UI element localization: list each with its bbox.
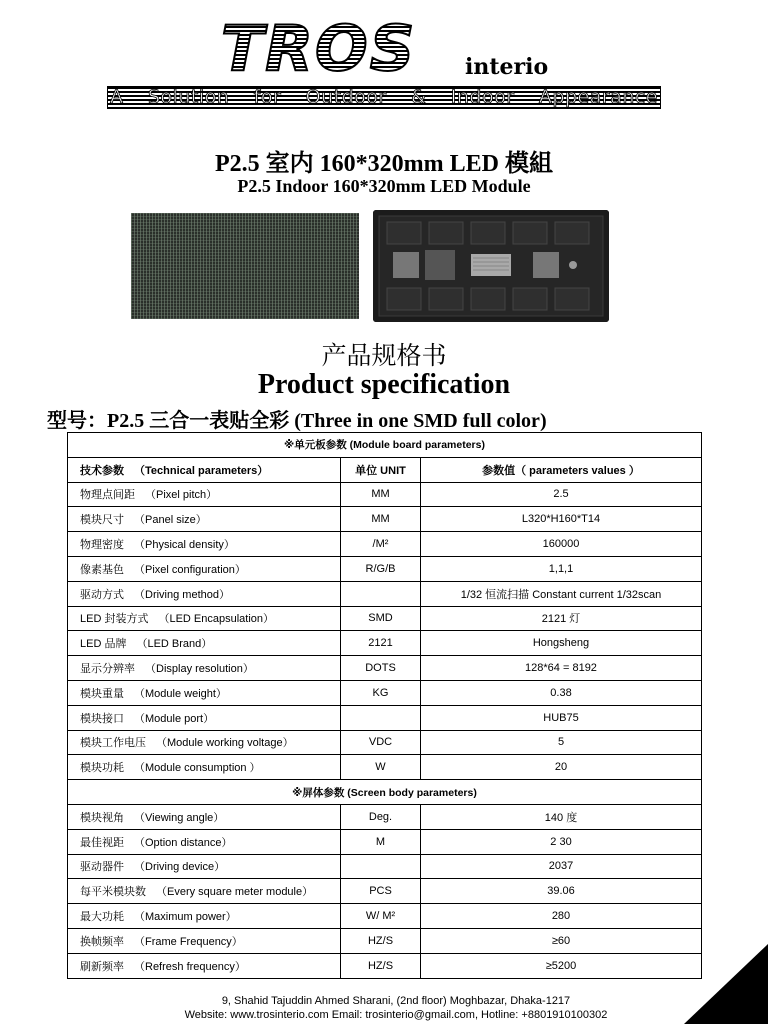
table-row [68,829,702,854]
table-row [68,482,702,507]
parameter-cn: LED 封装方式 [80,613,149,626]
parameter-cn: LED 品牌 [80,638,127,651]
product-title-cn: P2.5 室内 160*320mm LED 模組 [215,151,553,177]
logo-interio-text: interio [465,54,549,80]
spec-heading-en: Product specification [257,369,511,400]
parameter-cell [68,705,341,730]
parameter-cn: 刷新频率 [80,960,124,973]
parameter-en: （Pixel pitch） [145,489,218,502]
parameter-en: （Panel size） [134,514,207,527]
parameter-cell [68,680,341,705]
table-section-row [68,780,702,805]
parameter-cn: 最大功耗 [80,911,124,924]
tagline-banner [107,86,661,109]
parameter-cell [68,804,341,829]
value-cell: 160000 [421,532,702,557]
parameter-cell [68,631,341,656]
parameter-cn: 模块视角 [80,811,124,824]
parameter-cell [68,556,341,581]
table-row [68,705,702,730]
value-cell: 280 [421,904,702,929]
unit-cell [341,581,421,606]
parameter-cn: 模块接口 [80,712,124,725]
section-title: ※屏体参数 (Screen body parameters) [68,780,702,805]
parameter-cn: 物理密度 [80,539,124,552]
parameter-en: （Module consumption ） [134,762,261,775]
table-row [68,532,702,557]
logo-tros-text: TROS [221,14,417,85]
parameter-cn: 显示分辨率 [80,663,135,676]
table-section-row [68,433,702,458]
table-row [68,631,702,656]
spec-table [67,432,702,979]
parameter-cn: 每平米模块数 [80,886,146,899]
parameter-en: （Driving device） [134,861,226,874]
table-row [68,879,702,904]
parameter-en: （LED Encapsulation） [158,613,275,626]
value-cell: 2037 [421,854,702,879]
parameter-cell [68,606,341,631]
unit-cell: VDC [341,730,421,755]
unit-cell: HZ/S [341,953,421,978]
parameter-cn: 模块工作电压 [80,737,146,750]
value-cell: 5 [421,730,702,755]
parameter-en: （Driving method） [134,588,230,601]
parameter-en: （Physical density） [134,539,235,552]
unit-cell [341,705,421,730]
unit-cell: SMD [341,606,421,631]
unit-cell [341,854,421,879]
parameter-en: （Module weight） [134,687,227,700]
parameter-cell [68,730,341,755]
unit-cell: W [341,755,421,780]
value-cell: 2121 灯 [421,606,702,631]
table-row [68,507,702,532]
parameter-cell [68,904,341,929]
value-cell: 128*64 = 8192 [421,656,702,681]
value-cell: ≥60 [421,928,702,953]
parameter-cell [68,928,341,953]
value-cell: 2.5 [421,482,702,507]
parameter-en: （Every square meter module） [156,886,314,899]
parameter-cn: 物理点间距 [80,489,135,502]
parameter-cn: 换帧频率 [80,935,124,948]
parameter-cn: 驱动器件 [80,861,124,874]
table-row [68,556,702,581]
table-row [68,755,702,780]
parameter-en: （LED Brand） [136,638,213,651]
unit-cell: 单位 UNIT [341,457,421,482]
value-cell: 140 度 [421,804,702,829]
parameter-cn: 技术参数 [80,464,124,477]
parameter-en: （Viewing angle） [134,811,225,824]
spec-heading-cn: 产品规格书 [321,341,447,370]
value-cell: 1,1,1 [421,556,702,581]
led-module-front-photo [131,213,359,319]
parameter-cell [68,532,341,557]
footer-contact: Website: www.trosinterio.com Email: trosinterio@gmail.com, Hotline: +8801910100302 [184,1009,608,1021]
parameter-cell [68,854,341,879]
footer-address: 9, Shahid Tajuddin Ahmed Sharani, (2nd floor) Moghbazar, Dhaka-1217 [221,995,571,1007]
value-cell: HUB75 [421,705,702,730]
unit-cell: /M² [341,532,421,557]
value-cell: 39.06 [421,879,702,904]
unit-cell: Deg. [341,804,421,829]
parameter-en: （Maximum power） [134,911,237,924]
parameter-cell [68,879,341,904]
parameter-cn: 模块重量 [80,687,124,700]
unit-cell: M [341,829,421,854]
value-cell: ≥5200 [421,953,702,978]
parameter-en: （Option distance） [134,836,233,849]
table-row [68,680,702,705]
tros-interio-logo [219,14,569,88]
led-module-back-photo [373,210,609,322]
unit-cell: W/ M² [341,904,421,929]
table-row [68,730,702,755]
model-line: 型号：P2.5 三合一表贴全彩 (Three in one SMD full color) [47,410,547,432]
parameter-en: （Module working voltage） [156,737,294,750]
value-cell: 1/32 恒流扫描 Constant current 1/32scan [421,581,702,606]
unit-cell: MM [341,507,421,532]
parameter-cell [68,482,341,507]
tagline-text: A Solution for Outdoor & Indoor Appearance [110,86,658,108]
parameter-cell [68,829,341,854]
parameter-cn: 模块尺寸 [80,514,124,527]
corner-triangle [684,944,768,1024]
parameter-cell [68,656,341,681]
value-cell: 参数值（ parameters values ） [421,457,702,482]
parameter-en: （Module port） [134,712,215,725]
table-row [68,606,702,631]
parameter-cell [68,457,341,482]
table-row [68,581,702,606]
table-row [68,804,702,829]
table-row [68,656,702,681]
value-cell: 0.38 [421,680,702,705]
unit-cell: R/G/B [341,556,421,581]
product-title-en: P2.5 Indoor 160*320mm LED Module [237,176,531,196]
parameter-en: （Technical parameters） [134,464,269,477]
unit-cell: HZ/S [341,928,421,953]
value-cell: Hongsheng [421,631,702,656]
unit-cell: KG [341,680,421,705]
table-row [68,904,702,929]
parameter-en: （Display resolution） [145,663,254,676]
parameter-cell [68,755,341,780]
value-cell: 20 [421,755,702,780]
table-row [68,953,702,978]
value-cell: 2 30 [421,829,702,854]
parameter-cell [68,507,341,532]
parameter-en: （Pixel configuration） [134,563,246,576]
value-cell: L320*H160*T14 [421,507,702,532]
parameter-cell [68,581,341,606]
unit-cell: PCS [341,879,421,904]
table-header-row [68,457,702,482]
parameter-cn: 最佳视距 [80,836,124,849]
unit-cell: MM [341,482,421,507]
unit-cell: DOTS [341,656,421,681]
parameter-cell [68,953,341,978]
parameter-cn: 像素基色 [80,563,124,576]
parameter-en: （Frame Frequency） [134,935,243,948]
unit-cell: 2121 [341,631,421,656]
table-row [68,928,702,953]
parameter-cn: 驱动方式 [80,588,124,601]
table-row [68,854,702,879]
section-title: ※单元板参数 (Module board parameters) [68,433,702,458]
parameter-en: （Refresh frequency） [134,960,246,973]
parameter-cn: 模块功耗 [80,762,124,775]
